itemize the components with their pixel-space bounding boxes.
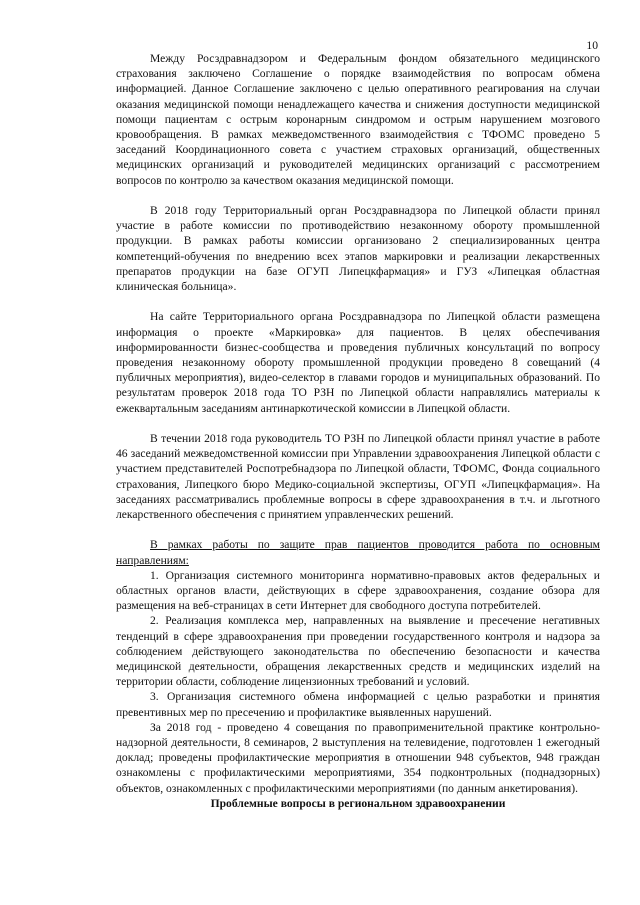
paragraph-agreement: Между Росздравнадзором и Федеральным фондом обязательного медицинского страхования заключено Соглашение о порядке взаимодействия по вопросам обмена информацией. Данное Соглашение заключено с целью оперативного реагирования на случаи оказания медицинской помощи ненадлежащего качества и снижения доступности медицинской помощи пациентам с острым коронарным синдромом и острым нарушением мозгового кровообращения. В рамках межведомственного взаимодействия с ТФОМС проведено 5 заседаний Координационного совета с участием страховых организаций, общественных медицинских организаций и руководителей медицинских организаций с рассмотрением вопросов по контролю за качеством оказания медицинской помощи. — [116, 52, 600, 187]
document-body — [116, 51, 600, 811]
page-number: 10 — [586, 39, 598, 52]
section-heading: Проблемные вопросы в региональном здравоохранении — [210, 796, 506, 810]
direction-item-2: 2. Реализация комплекса мер, направленных на выявление и пресечение негативных тенденций в сфере здравоохранения при проведении государственного контроля и надзора за соблюдением действующего законодательства по обеспечению безопасности и качества медицинской деятельности, обращения лекарственных средств и медицинских изделий на территории области, соблюдение лицензионных требований и условий. — [116, 614, 600, 689]
direction-item-1: 1. Организация системного мониторинга нормативно-правовых актов федеральных и областных органов власти, действующих в сфере здравоохранения, создание обзора для размещения на веб-страницах в сети Интернет для свободного доступа потребителей. — [116, 568, 600, 613]
results-2018-paragraph: За 2018 год - проведено 4 совещания по правоприменительной практике контрольно-надзорной деятельности, 8 семинаров, 2 выступления на телевидение, подготовлен 1 ежегодный доклад; проведены профилактические мероприятия в отношении 948 субъектов, 948 граждан ознакомлены с профилактическими мероприятиями, 354 подконтрольных (поднадзорных) объектов, ознакомленных с профилактическими мероприятиями (по данным анкетирования). — [116, 720, 600, 795]
paragraph-commission: В 2018 году Территориальный орган Росздравнадзора по Липецкой области принял участие в работе комиссии по противодействию незаконному обороту промышленной продукции. В рамках работы комиссии организовано 2 специализированных центра компетенций-обучения по внедрению всех этапов маркировки и реализации лекарственных препаратов продукции на базе ОГУП Липецкфармация» и ГУЗ «Липецкая областная клиническая больница». — [116, 204, 600, 294]
paragraph-website: На сайте Территориального органа Росздравнадзора по Липецкой области размещена информация о проекте «Маркировка» для пациентов. В целях обеспечивания информированности бизнес-сообщества и проведения публичных консультаций по вопросу проведения незаконному обороту промышленной продукции проведено 8 совещаний (4 публичных мероприятия), видео-селектор в главами городов и муниципальных образований. По результатам проверок 2018 года ТО РЗН по Липецкой области направлялись материалы к ежеквартальным заседаниям антинаркотической комиссии в Липецкой области. — [116, 310, 600, 415]
paragraph-meetings: В течении 2018 года руководитель ТО РЗН по Липецкой области принял участие в работе 46 заседаний межведомственной комиссии при Управлении здравоохранения Липецкой области с участием представителей Роспотребнадзора по Липецкой области, ТФОМС, Фонда социального страхования, Липецкого бюро Медико-социальной экспертизы, ОГУП «Липецкфармация». На заседаниях рассматривались проблемные вопросы в сфере здравоохранения в т.ч. и льготного лекарственного обеспечения с принятием управленческих решений. — [116, 432, 600, 522]
direction-item-3: 3. Организация системного обмена информацией с целью разработки и принятия превентивных мер по пресечению и профилактике выявленных нарушений. — [116, 690, 600, 719]
directions-intro: В рамках работы по защите прав пациентов проводится работа по основным направлениям: — [116, 538, 600, 567]
